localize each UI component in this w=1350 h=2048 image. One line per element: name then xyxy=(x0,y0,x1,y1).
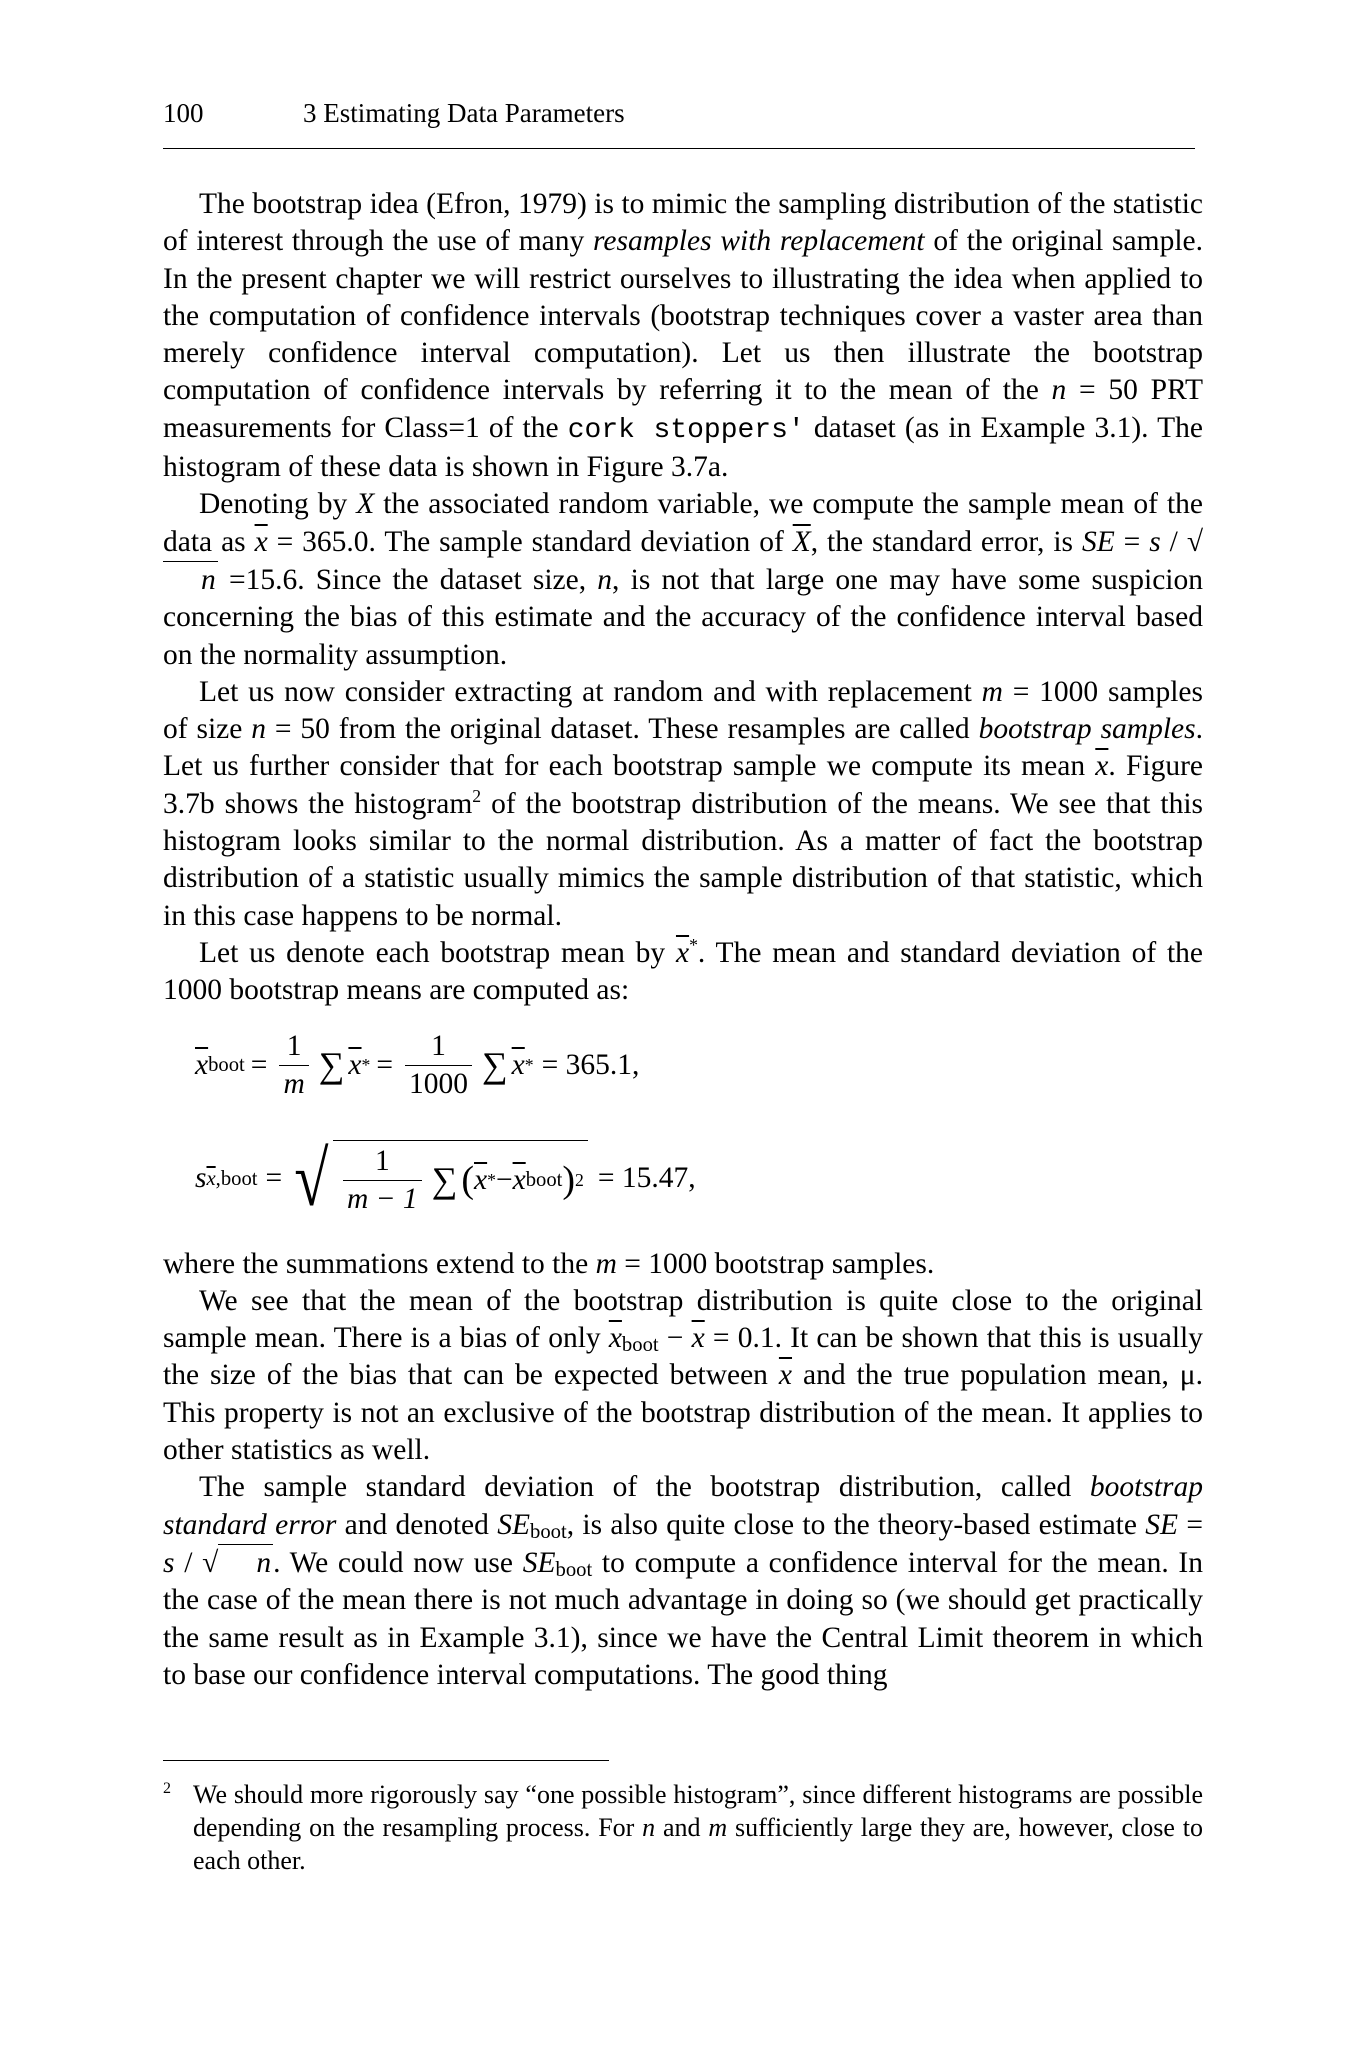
footnote xyxy=(163,1778,1203,1877)
sqrt-sign-icon: √ xyxy=(202,1546,219,1579)
paragraph-2: Denoting by X the associated random variable, we compute the sample mean of the data as $\overline{x} = 365.0$. The sample standard deviation of $\overline{X}$, the standard error, is SE = s / √n =15.6. Since the dataset size, n, is not that large one may have some suspicion concerning the bias of this estimate and the accuracy of the confidence interval based on the normality assumption. xyxy=(163,488,1204,671)
paragraph-5: where the summations extend to the m = 1000 bootstrap samples. xyxy=(163,1247,935,1280)
footnote-marker: 2 xyxy=(472,785,482,806)
sqrt-sign-icon: √ xyxy=(1186,525,1204,558)
footnote-rule xyxy=(163,1760,609,1761)
header-rule xyxy=(163,148,1195,149)
equation-bootstrap-mean: $\overline{x}$ boot = $\frac{1}{m}$ ∑ $\overline{x}$ * = $\frac{1}{1000}$ ∑ $\overline{x}$ * = 365.1, xyxy=(195,1028,639,1104)
equation-bootstrap-std: s $\overline{x},boot$ = √ $\frac{1}{m - 1}$ ∑ ( $\overline{x}$ * − $\overline{x}$ boot ) 2 = 15.47, xyxy=(195,1134,696,1222)
footnote-number: 2 xyxy=(163,1780,171,1797)
footnote-text: We should more rigorously say “one possible histogram”, since different histograms are possible depending on the resampling process. For n and m sufficiently large they are, however, close to each other. xyxy=(193,1780,1203,1875)
paragraph-7: The sample standard deviation of the bootstrap distribution, called bootstrap standard error and denoted $SE_{boot}$, is also quite close to the theory-based estimate SE = s / √ n. We could now use $SE_{boot}$ to compute a confidence interval for the mean. In the case of the mean there is not much advantage in doing so (we should get practically the same result as in Example 3.1), since we have the Central Limit theorem in which to base our confidence interval computations. The good thing xyxy=(163,1471,1203,1691)
body-text xyxy=(163,186,1203,1694)
paragraph-6: We see that the mean of the bootstrap distribution is quite close to the original sample mean. There is a bias of only $\overline{x}_{boot} - \overline{x} = 0.1$. It can be shown that this is usually the size of the bias that can be expected between $\overline{x}$ and the true population mean, μ. This property is not an exclusive of the bootstrap distribution of the mean. It applies to other statistics as well. xyxy=(163,1284,1203,1467)
running-header xyxy=(163,98,625,129)
paragraph-1: The bootstrap idea (Efron, 1979) is to mimic the sampling distribution of the statistic of interest through the use of many resamples with replacement of the original sample. In the present chapter we will restrict ourselves to illustrating the idea when applied to the computation of confidence intervals (bootstrap techniques cover a vaster area than merely confidence interval computation). Let us then illustrate the bootstrap computation of confidence intervals by referring it to the mean of the n = 50 PRT measurements for Class=1 of the cork stoppers' dataset (as in Example 3.1). The histogram of these data is shown in Figure 3.7a. xyxy=(163,188,1204,484)
chapter-title: 3 Estimating Data Parameters xyxy=(303,98,625,128)
equation-block xyxy=(163,1010,1203,1246)
radical: √ $\frac{1}{m - 1}$ ∑ ( $\overline{x}$ * − $\overline{x}$ boot ) 2 xyxy=(290,1140,588,1219)
radical-sign-icon: √ xyxy=(294,1134,329,1222)
page-number: 100 xyxy=(163,98,204,128)
paragraph-3: Let us now consider extracting at random and with replacement m = 1000 samples of size n = 50 from the original dataset. These resamples are called bootstrap samples. Let us further consider that for each bootstrap sample we compute its mean $\overline{x}$. Figure 3.7b shows the histogram$^2$ of the bootstrap distribution of the means. We see that this histogram looks similar to the normal distribution. As a matter of fact the bootstrap distribution of a statistic usually mimics the sample distribution of that statistic, which in this case happens to be normal. xyxy=(163,675,1204,932)
paragraph-4: Let us denote each bootstrap mean by $\overline{x}^*$. The mean and standard deviation of the 1000 bootstrap means are computed as: xyxy=(163,935,1203,1007)
